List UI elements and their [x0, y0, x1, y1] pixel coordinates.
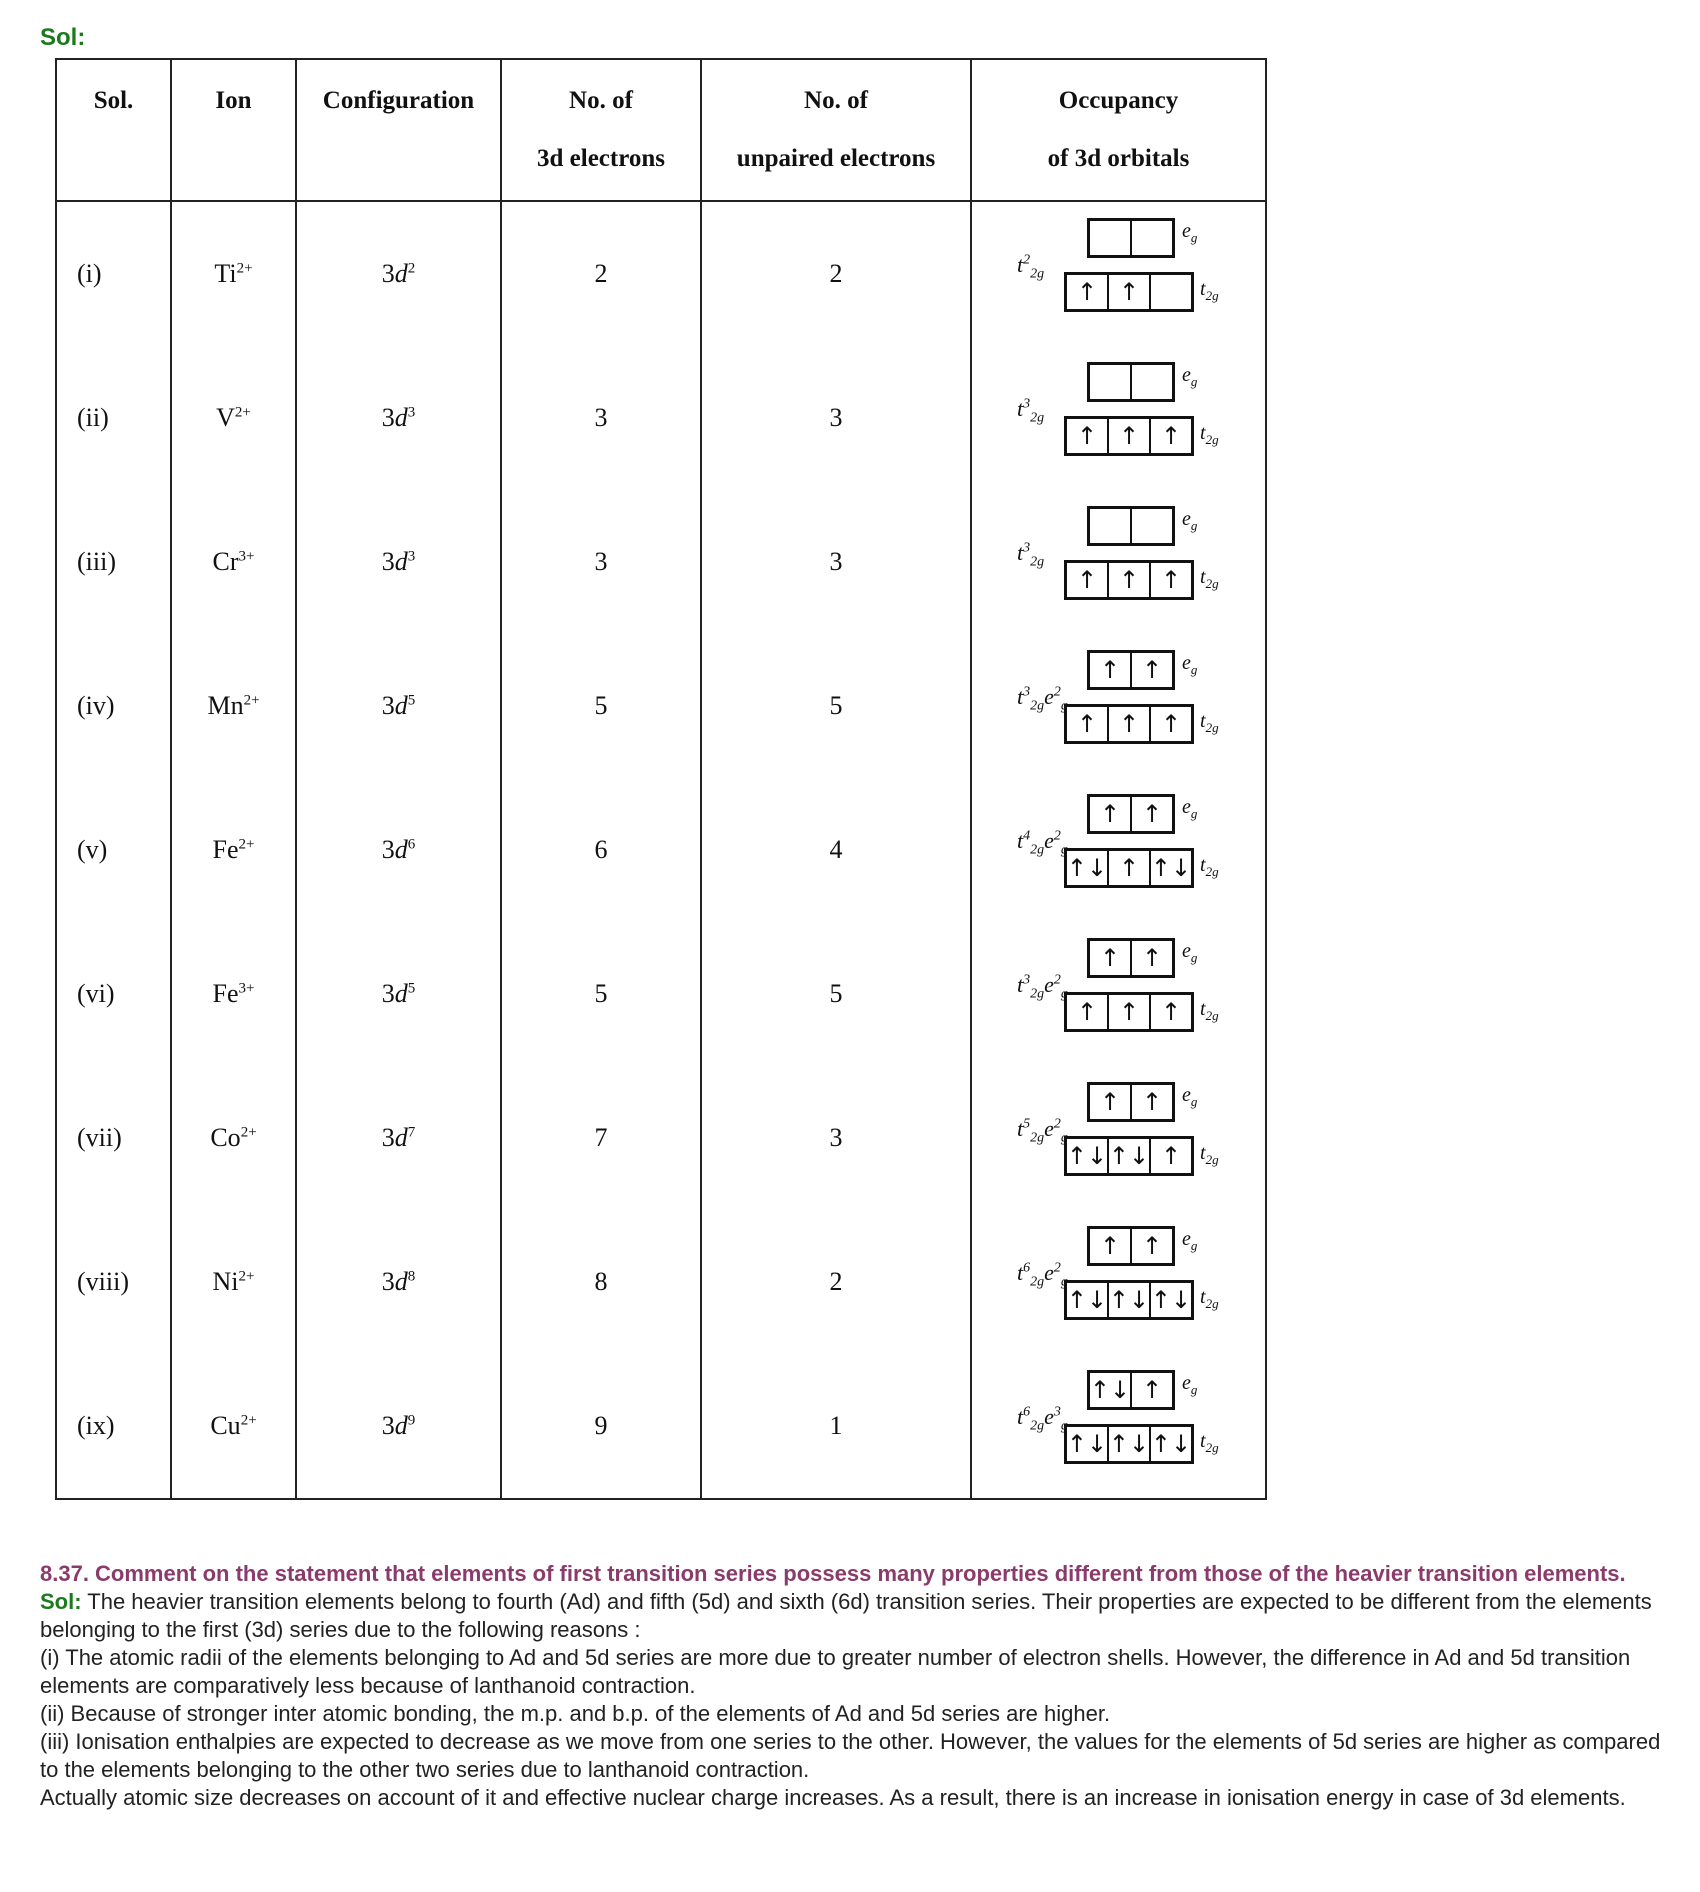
- configuration: $3d^6$: [296, 778, 501, 922]
- eg-label: $e_g$: [1182, 508, 1198, 533]
- configuration: $3d^5$: [296, 634, 501, 778]
- table-row: [56, 346, 1266, 490]
- table-row: [56, 778, 1266, 922]
- 3d-electron-count: 5: [501, 634, 701, 778]
- table-row: [56, 1210, 1266, 1354]
- orbital-occupancy: [971, 201, 1266, 346]
- t2g-label: $t_{2g}$: [1200, 422, 1219, 447]
- electron-configuration-table: [55, 58, 1267, 1500]
- t2g-label: $t_{2g}$: [1200, 566, 1219, 591]
- answer-point: (i) The atomic radii of the elements belonging to Ad and 5d series are more due to greater number of electron shells. However, the difference in Ad and 5d transition elements are comparatively less because of lanthanoid contraction.: [40, 1645, 1631, 1698]
- t2g-orbital-box: ↑: [1160, 422, 1182, 450]
- eg-orbital-box: ↑: [1141, 800, 1163, 828]
- answer-point: (ii) Because of stronger inter atomic bonding, the m.p. and b.p. of the elements of Ad and 5d series are higher.: [40, 1701, 1111, 1726]
- 3d-electron-count: 3: [501, 490, 701, 634]
- orbital-occupancy: [971, 346, 1266, 490]
- t2g-orbital-box: ↑↓: [1109, 1139, 1151, 1173]
- 3d-electron-count: 8: [501, 1210, 701, 1354]
- eg-orbital-box: [1090, 221, 1132, 255]
- t2g-orbital-box: ↑↓: [1150, 1430, 1192, 1458]
- sol-number: (ix): [56, 1354, 171, 1499]
- t2g-orbital-box: ↑: [1160, 1142, 1182, 1170]
- t2g-orbital-box: [1151, 275, 1191, 309]
- t2g-orbital-box: ↑: [1109, 419, 1151, 453]
- eg-orbitals: [1087, 1226, 1175, 1266]
- table-row: [56, 1354, 1266, 1499]
- t2g-orbital-box: ↑: [1067, 419, 1109, 453]
- eg-label: $e_g$: [1182, 940, 1198, 965]
- eg-orbital-box: [1132, 365, 1172, 399]
- eg-label: $e_g$: [1182, 1372, 1198, 1397]
- sol-number: (vii): [56, 1066, 171, 1210]
- 3d-electron-count: 6: [501, 778, 701, 922]
- eg-orbitals: [1087, 218, 1175, 258]
- term-symbol: $t^3_{2g}$: [1017, 396, 1045, 426]
- ion: $Cr^{3+}$: [171, 490, 296, 634]
- unpaired-electron-count: 2: [701, 201, 971, 346]
- table-row: [56, 1066, 1266, 1210]
- term-symbol: $t^6_{2g}e^2_g$: [1017, 1260, 1068, 1290]
- answer-point: (iii) Ionisation enthalpies are expected to decrease as we move from one series to the other. However, the values for the elements of 5d series are higher as compared to the elements belonging to the other two series due to lanthanoid contraction.: [40, 1729, 1661, 1782]
- ion: $Fe^{2+}$: [171, 778, 296, 922]
- configuration: $3d^8$: [296, 1210, 501, 1354]
- table-header-row: [56, 59, 1266, 201]
- header-unpaired-electrons: No. of unpaired electrons: [701, 59, 971, 201]
- t2g-orbital-box: ↑↓: [1067, 1139, 1109, 1173]
- t2g-orbital-box: ↑: [1109, 563, 1151, 597]
- configuration: $3d^7$: [296, 1066, 501, 1210]
- t2g-orbital-box: ↑: [1067, 275, 1109, 309]
- eg-orbital-box: ↑: [1141, 1376, 1163, 1404]
- answer-point: Actually atomic size decreases on account of it and effective nuclear charge increases. As a result, there is an increase in ionisation energy in case of 3d elements.: [40, 1785, 1626, 1810]
- 3d-electron-count: 9: [501, 1354, 701, 1499]
- configuration: $3d^9$: [296, 1354, 501, 1499]
- ion: $Co^{2+}$: [171, 1066, 296, 1210]
- t2g-label: $t_{2g}$: [1200, 854, 1219, 879]
- eg-orbital-box: [1090, 365, 1132, 399]
- eg-label: $e_g$: [1182, 220, 1198, 245]
- term-symbol: $t^3_{2g}$: [1017, 540, 1045, 570]
- t2g-orbital-box: ↑: [1067, 995, 1109, 1029]
- eg-orbital-box: ↑↓: [1090, 1373, 1132, 1407]
- eg-orbital-box: [1132, 509, 1172, 543]
- table-row: [56, 490, 1266, 634]
- header-ion: Ion: [171, 59, 296, 201]
- t2g-orbitals: [1064, 1136, 1194, 1176]
- configuration: $3d^3$: [296, 346, 501, 490]
- t2g-label: $t_{2g}$: [1200, 998, 1219, 1023]
- table-row: [56, 634, 1266, 778]
- orbital-occupancy: [971, 778, 1266, 922]
- eg-label: $e_g$: [1182, 652, 1198, 677]
- term-symbol: $t^5_{2g}e^2_g$: [1017, 1116, 1068, 1146]
- eg-label: $e_g$: [1182, 1228, 1198, 1253]
- table-row: [56, 201, 1266, 346]
- t2g-orbitals: [1064, 416, 1194, 456]
- unpaired-electron-count: 5: [701, 634, 971, 778]
- sol-number: (ii): [56, 346, 171, 490]
- orbital-occupancy: [971, 490, 1266, 634]
- t2g-orbitals: [1064, 272, 1194, 312]
- scanned-table-image: [55, 58, 1265, 1510]
- t2g-orbital-box: ↑: [1067, 707, 1109, 741]
- 3d-electron-count: 2: [501, 201, 701, 346]
- ion: $Fe^{3+}$: [171, 922, 296, 1066]
- t2g-orbitals: [1064, 704, 1194, 744]
- eg-orbital-box: ↑: [1090, 797, 1132, 831]
- solution-label: Sol:: [40, 24, 86, 51]
- eg-orbitals: [1087, 938, 1175, 978]
- eg-orbitals: [1087, 1082, 1175, 1122]
- header-sol: Sol.: [56, 59, 171, 201]
- configuration: $3d^3$: [296, 490, 501, 634]
- eg-orbitals: [1087, 362, 1175, 402]
- term-symbol: $t^3_{2g}e^2_g$: [1017, 684, 1068, 714]
- eg-label: $e_g$: [1182, 364, 1198, 389]
- t2g-orbital-box: ↑: [1160, 998, 1182, 1026]
- orbital-occupancy: [971, 1210, 1266, 1354]
- 3d-electron-count: 7: [501, 1066, 701, 1210]
- eg-label: $e_g$: [1182, 1084, 1198, 1109]
- eg-orbital-box: ↑: [1090, 1085, 1132, 1119]
- answer-sol-label: Sol:: [40, 1589, 82, 1614]
- sol-number: (iii): [56, 490, 171, 634]
- term-symbol: $t^3_{2g}e^2_g$: [1017, 972, 1068, 1002]
- ion: $Ni^{2+}$: [171, 1210, 296, 1354]
- eg-orbitals: [1087, 1370, 1175, 1410]
- header-occupancy: Occupancy of 3d orbitals: [971, 59, 1266, 201]
- eg-orbitals: [1087, 794, 1175, 834]
- t2g-orbital-box: ↑↓: [1067, 851, 1109, 885]
- header-3d-electrons: No. of 3d electrons: [501, 59, 701, 201]
- ion: $Ti^{2+}$: [171, 201, 296, 346]
- t2g-orbitals: [1064, 560, 1194, 600]
- t2g-label: $t_{2g}$: [1200, 1142, 1219, 1167]
- answer-intro: Sol: The heavier transition elements belong to fourth (Ad) and fifth (5d) and sixth (6d) transition series. Their properties are expected to be different from the elements belonging to the first (3d) series due to the following reasons :: [40, 1589, 1652, 1642]
- t2g-orbital-box: ↑: [1067, 563, 1109, 597]
- unpaired-electron-count: 3: [701, 346, 971, 490]
- ion: $Cu^{2+}$: [171, 1354, 296, 1499]
- t2g-orbital-box: ↑: [1109, 995, 1151, 1029]
- t2g-orbitals: [1064, 992, 1194, 1032]
- 3d-electron-count: 3: [501, 346, 701, 490]
- term-symbol: $t^2_{2g}$: [1017, 252, 1045, 282]
- t2g-orbitals: [1064, 1424, 1194, 1464]
- unpaired-electron-count: 5: [701, 922, 971, 1066]
- orbital-occupancy: [971, 634, 1266, 778]
- t2g-orbital-box: ↑: [1160, 710, 1182, 738]
- sol-number: (viii): [56, 1210, 171, 1354]
- term-symbol: $t^4_{2g}e^2_g$: [1017, 828, 1068, 858]
- eg-orbital-box: [1132, 221, 1172, 255]
- t2g-orbital-box: ↑↓: [1067, 1427, 1109, 1461]
- eg-orbital-box: ↑: [1090, 941, 1132, 975]
- eg-orbital-box: ↑: [1090, 653, 1132, 687]
- unpaired-electron-count: 2: [701, 1210, 971, 1354]
- t2g-orbital-box: ↑: [1109, 707, 1151, 741]
- t2g-orbital-box: ↑: [1109, 851, 1151, 885]
- t2g-label: $t_{2g}$: [1200, 1430, 1219, 1455]
- eg-orbitals: [1087, 650, 1175, 690]
- orbital-occupancy: [971, 922, 1266, 1066]
- t2g-orbitals: [1064, 848, 1194, 888]
- t2g-orbital-box: ↑↓: [1109, 1283, 1151, 1317]
- t2g-label: $t_{2g}$: [1200, 278, 1219, 303]
- eg-label: $e_g$: [1182, 796, 1198, 821]
- eg-orbital-box: ↑: [1141, 944, 1163, 972]
- ion: $V^{2+}$: [171, 346, 296, 490]
- eg-orbital-box: ↑: [1090, 1229, 1132, 1263]
- orbital-occupancy: [971, 1066, 1266, 1210]
- table-row: [56, 922, 1266, 1066]
- sol-number: (i): [56, 201, 171, 346]
- header-configuration: Configuration: [296, 59, 501, 201]
- eg-orbital-box: ↑: [1141, 1088, 1163, 1116]
- unpaired-electron-count: 4: [701, 778, 971, 922]
- eg-orbitals: [1087, 506, 1175, 546]
- configuration: $3d^2$: [296, 201, 501, 346]
- t2g-orbital-box: ↑↓: [1150, 1286, 1192, 1314]
- eg-orbital-box: ↑: [1141, 656, 1163, 684]
- t2g-label: $t_{2g}$: [1200, 710, 1219, 735]
- term-symbol: $t^6_{2g}e^3_g$: [1017, 1404, 1068, 1434]
- ion: $Mn^{2+}$: [171, 634, 296, 778]
- unpaired-electron-count: 1: [701, 1354, 971, 1499]
- orbital-occupancy: [971, 1354, 1266, 1499]
- sol-number: (vi): [56, 922, 171, 1066]
- eg-orbital-box: [1090, 509, 1132, 543]
- unpaired-electron-count: 3: [701, 1066, 971, 1210]
- sol-number: (v): [56, 778, 171, 922]
- 3d-electron-count: 5: [501, 922, 701, 1066]
- unpaired-electron-count: 3: [701, 490, 971, 634]
- eg-orbital-box: ↑: [1141, 1232, 1163, 1260]
- t2g-orbitals: [1064, 1280, 1194, 1320]
- configuration: $3d^5$: [296, 922, 501, 1066]
- t2g-orbital-box: ↑↓: [1067, 1283, 1109, 1317]
- sol-number: (iv): [56, 634, 171, 778]
- question-block: [40, 1560, 1680, 1812]
- t2g-orbital-box: ↑: [1160, 566, 1182, 594]
- t2g-label: $t_{2g}$: [1200, 1286, 1219, 1311]
- t2g-orbital-box: ↑↓: [1150, 854, 1192, 882]
- t2g-orbital-box: ↑↓: [1109, 1427, 1151, 1461]
- question-title: 8.37. Comment on the statement that elements of first transition series possess many properties different from those of the heavier transition elements.: [40, 1561, 1626, 1586]
- t2g-orbital-box: ↑: [1109, 275, 1151, 309]
